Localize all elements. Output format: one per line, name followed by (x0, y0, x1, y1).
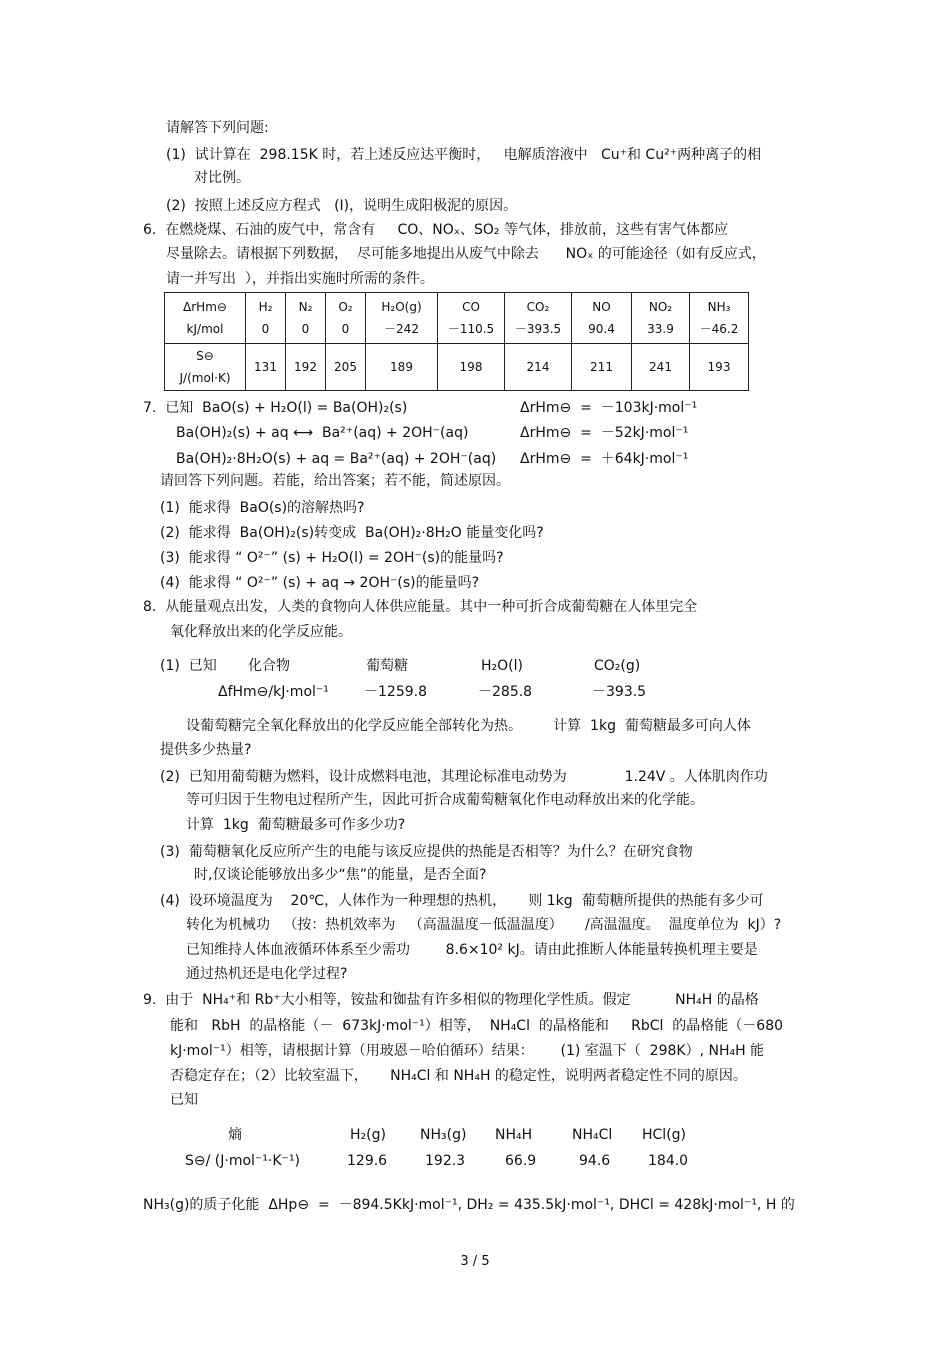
value-cell: －110.5 (447, 322, 495, 336)
q7-reaction3: Ba(OH)₂·8H₂O(s) + aq = Ba²⁺(aq) + 2OH⁻(aq) (176, 451, 497, 467)
q7-enthalpy1: ΔrHm⊖ = －103kJ·mol⁻¹ (520, 400, 698, 416)
value-cell: 189 (366, 344, 438, 391)
species-cell: H₂ (258, 300, 273, 314)
q8-part2-cont2: 计算 1kg 葡萄糖最多可作多少功? (186, 817, 406, 833)
value-cell: －393.5 (514, 322, 562, 336)
species-cell: NH₃ (707, 300, 731, 314)
q8-value-co2: －393.5 (592, 684, 647, 700)
q9-ent-value-hcl: 184.0 (648, 1153, 689, 1169)
table-row-entropy (165, 344, 749, 391)
q8-part4-cont: 转化为机械功 （按：热机效率为 （高温温度－低温温度） /高温温度。 温度单位为 kJ）? (186, 917, 782, 933)
q8-part2-cont: 等可归因于生物电过程所产生，因此可折合成葡萄糖氧化作电动释放出来的化学能。 (186, 792, 704, 808)
value-cell: 131 (246, 344, 286, 391)
q8-row-label: ΔfHm⊖/kJ·mol⁻¹ (218, 684, 329, 700)
q8-part1-text: 设葡萄糖完全氧化释放出的化学反应能全部转化为热。 计算 1kg 葡萄糖最多可向人体 (186, 718, 751, 734)
q9-ent-header-h2: H₂(g) (350, 1127, 386, 1143)
species-cell: O₂ (338, 300, 353, 314)
q5-part1: (1) 试计算在 298.15K 时，若上述反应达平衡时， 电解质溶液中 Cu⁺和 Cu²⁺两种离子的相 (166, 147, 762, 163)
value-cell: 90.4 (588, 322, 615, 336)
q9-line5: 已知 (170, 1092, 198, 1108)
species-cell: CO (462, 300, 480, 314)
species-cell: H₂O(g) (381, 300, 422, 314)
q7-reaction1: 7. 已知 BaO(s) + H₂O(l) = Ba(OH)₂(s) (143, 400, 408, 416)
q9-line1: 9. 由于 NH₄⁺和 Rb⁺大小相等，铵盐和铷盐有许多相似的物理化学性质。假定 NH₄H 的晶格 (143, 992, 759, 1008)
value-cell: －242 (384, 322, 419, 336)
enthalpy-unit: kJ/mol (186, 322, 224, 336)
q9-line2: 能和 RbH 的晶格能（－ 673kJ·mol⁻¹）相等， NH₄Cl 的晶格能和 RbCl 的晶格能（－680 (170, 1018, 784, 1034)
q8-header-water: H₂O(l) (481, 658, 523, 674)
q8-value-water: －285.8 (478, 684, 533, 700)
q5-intro: 请解答下列问题: (166, 120, 269, 136)
q9-ent-value-nh4h: 66.9 (505, 1153, 537, 1169)
value-cell: 0 (261, 322, 270, 336)
q7-enthalpy2: ΔrHm⊖ = －52kJ·mol⁻¹ (520, 425, 689, 441)
value-cell: 198 (438, 344, 505, 391)
q7-part3: (3) 能求得 “ O²⁻” (s) + H₂O(l) = 2OH⁻(s)的能量吗? (160, 550, 504, 566)
value-cell: 241 (632, 344, 690, 391)
q8-header-compound: 化合物 (248, 658, 290, 674)
q8-part3-cont: 时,仅谈论能够放出多少“焦”的能量，是否全面? (194, 867, 487, 883)
q9-line3: kJ·mol⁻¹）相等，请根据计算（用玻恩－哈伯循环）结果： (1) 室温下（ 298K）, NH₄H 能 (170, 1043, 765, 1059)
species-cell: NO₂ (648, 300, 673, 314)
q9-ent-value-h2: 129.6 (347, 1153, 388, 1169)
q6-line2: 尽量除去。请根据下列数据， 尽可能多地提出从废气中除去 NOₓ 的可能途径（如有反应式， (166, 246, 766, 262)
q9-ent-value-nh4cl: 94.6 (579, 1153, 611, 1169)
value-cell: 214 (505, 344, 572, 391)
q9-ent-header-nh4cl: NH₄Cl (572, 1127, 613, 1143)
q8-part4-cont3: 通过热机还是电化学过程? (186, 966, 348, 982)
q8-part3: (3) 葡萄糖氧化反应所产生的电能与该反应提供的热能是否相等？为什么？在研究食物 (160, 844, 693, 860)
species-cell: NO (592, 300, 611, 314)
entropy-unit: J/(mol·K) (179, 371, 231, 385)
species-cell: CO₂ (526, 300, 550, 314)
q9-ent-row-label: S⊖/ (J·mol⁻¹·K⁻¹) (185, 1153, 301, 1169)
q9-ent-header-nh3: NH₃(g) (420, 1127, 467, 1143)
q6-line1: 6. 在燃烧煤、石油的废气中，常含有 CO、NOₓ、SO₂ 等气体，排放前，这些有害气体都应 (143, 222, 728, 238)
q8-part4: (4) 设环境温度为 20℃，人体作为一种理想的热机， 则 1kg 葡萄糖所提供的热能有多少可 (160, 893, 764, 909)
q8-line2: 氧化释放出来的化学反应能。 (170, 624, 352, 640)
q9-entropy-label: 熵 (228, 1127, 242, 1143)
value-cell: 33.9 (647, 322, 674, 336)
q9-line4: 否稳定存在；（2）比较室温下， NH₄Cl 和 NH₄H 的稳定性，说明两者稳定性不同的原因。 (170, 1068, 747, 1084)
entropy-label: S⊖ (196, 349, 214, 363)
q8-part2: (2) 已知用葡萄糖为燃料，设计成燃料电池，其理论标准电动势为 1.24V 。人体肌肉作功 (160, 769, 768, 785)
q8-part1-text-cont: 提供多少热量? (160, 742, 252, 758)
q8-header-co2: CO₂(g) (594, 658, 641, 674)
q5-part1-cont: 对比例。 (194, 170, 250, 186)
value-cell: 193 (690, 344, 749, 391)
q7-reaction2: Ba(OH)₂(s) + aq ⟷ Ba²⁺(aq) + 2OH⁻(aq) (176, 425, 469, 441)
page-number: 3 / 5 (460, 1254, 490, 1269)
value-cell: －46.2 (699, 322, 739, 336)
enthalpy-label: ΔrHm⊖ (183, 300, 227, 314)
q9-ent-header-nh4h: NH₄H (495, 1127, 533, 1143)
q8-part4-cont2: 已知维持人体血液循环体系至少需功 8.6×10² kJ。请由此推断人体能量转换机理主要是 (186, 942, 758, 958)
q7-part4: (4) 能求得 “ O²⁻” (s) + aq → 2OH⁻(s)的能量吗? (160, 575, 480, 591)
value-cell: 192 (286, 344, 326, 391)
q5-part2: (2) 按照上述反应方程式 (I)，说明生成阳极泥的原因。 (166, 198, 518, 214)
q6-line3: 请一并写出 ），并指出实施时所需的条件。 (166, 271, 434, 287)
q7-part1: (1) 能求得 BaO(s)的溶解热吗? (160, 500, 365, 516)
table-row-enthalpy (165, 293, 749, 344)
thermo-data-table (164, 292, 749, 391)
q7-ask: 请回答下列问题。若能，给出答案；若不能，简述原因。 (160, 473, 510, 489)
q9-last-line: NH₃(g)的质子化能 ΔHp⊖ = －894.5KkJ·mol⁻¹, DH₂ = 435.5kJ·mol⁻¹, DHCl = 428kJ·mol⁻¹, H 的 (143, 1197, 795, 1213)
q7-enthalpy3: ΔrHm⊖ = ＋64kJ·mol⁻¹ (520, 451, 689, 467)
value-cell: 0 (341, 322, 350, 336)
value-cell: 0 (301, 322, 310, 336)
q8-header-glucose: 葡萄糖 (366, 658, 408, 674)
q8-part1-label: (1) 已知 (160, 658, 217, 674)
value-cell: 205 (326, 344, 366, 391)
q9-ent-value-nh3: 192.3 (425, 1153, 466, 1169)
q8-value-glucose: －1259.8 (364, 684, 427, 700)
q8-line1: 8. 从能量观点出发，人类的食物向人体供应能量。其中一种可折合成葡萄糖在人体里完全 (143, 599, 698, 615)
species-cell: N₂ (298, 300, 313, 314)
value-cell: 211 (572, 344, 632, 391)
q7-part2: (2) 能求得 Ba(OH)₂(s)转变成 Ba(OH)₂·8H₂O 能量变化吗? (160, 525, 544, 541)
q9-ent-header-hcl: HCl(g) (642, 1127, 687, 1143)
